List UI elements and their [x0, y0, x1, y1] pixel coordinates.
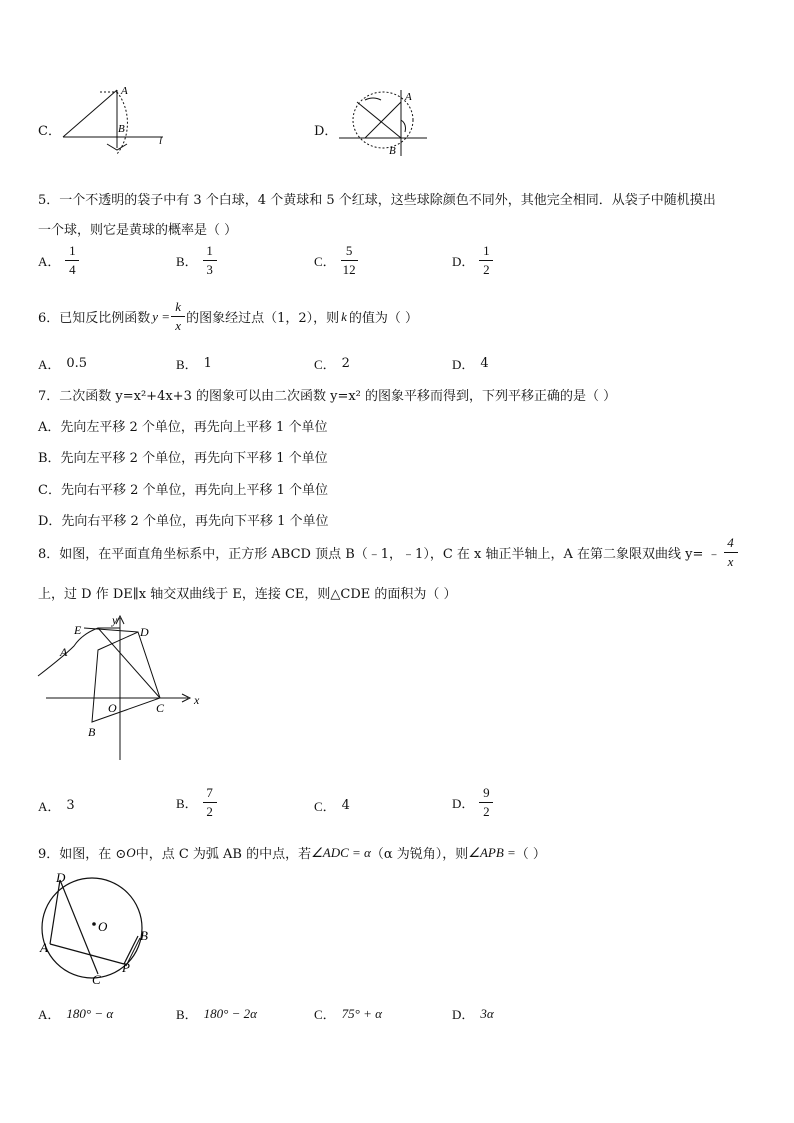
fraction: $\frac{4}{x}$	[725, 536, 737, 569]
q8-label-o: O	[108, 701, 117, 715]
q8-label-e: E	[74, 623, 82, 637]
q6-option-b[interactable]: B． 1	[176, 356, 212, 372]
q9-option-a[interactable]: A． 180° − α	[38, 1005, 114, 1022]
option-label: C．	[314, 254, 336, 269]
q7-stem: 7．二次函数 y=x²+4x+3 的图象可以由二次函数 y=x² 的图象平移而得到，下列平移正确的是（ ）	[38, 389, 617, 404]
q8-stem-line2: 上，过 D 作 DE∥x 轴交双曲线于 E，连接 CE，则△CDE 的面积为（ ）	[38, 587, 457, 602]
q5-option-d[interactable]	[452, 244, 492, 277]
q8-label-d: D	[140, 625, 149, 639]
q9-option-b[interactable]: B． 180° − 2α	[176, 1005, 257, 1022]
option-label: A．	[38, 254, 61, 269]
q4c-label-l: l	[159, 135, 163, 147]
q8-label-x: x	[194, 693, 200, 707]
q5-option-b[interactable]	[176, 244, 216, 277]
option-label: D．	[452, 254, 475, 269]
q9-label-c: C	[92, 972, 101, 987]
q6-stem: 6．已知反比例函数 y = $\frac{k}{x}$ 的图象经过点（1，2），则 k 的值为（ ）	[38, 299, 419, 333]
q9-label-b: B	[140, 928, 148, 943]
q9-label-o: O	[98, 919, 108, 934]
q4-option-c-label: C．	[38, 124, 61, 139]
q6-option-d[interactable]: D． 4	[452, 356, 489, 372]
q9-label-p: P	[122, 960, 130, 975]
q7-option-a[interactable]: A．先向左平移 2 个单位，再先向上平移 1 个单位	[38, 420, 328, 435]
fraction: $\frac{k}{x}$	[172, 300, 184, 333]
q7-option-d[interactable]: D．先向右平移 2 个单位，再先向下平移 1 个单位	[38, 514, 329, 529]
q4-figure-c	[55, 80, 185, 160]
q4-option-d-label: D．	[314, 124, 338, 139]
q5-stem-line2: 一个球，则它是黄球的概率是（ ）	[38, 223, 238, 238]
q4c-label-b: B	[118, 123, 125, 135]
q8-label-b: B	[88, 725, 96, 739]
q4d-label-a: A	[405, 91, 412, 103]
fraction: $\frac{1}{2}$	[480, 244, 492, 277]
q5-option-a[interactable]	[38, 244, 78, 277]
q7-option-c[interactable]: C．先向右平移 2 个单位，再先向上平移 1 个单位	[38, 483, 329, 498]
q5-stem-line1: 5．一个不透明的袋子中有 3 个白球，4 个黄球和 5 个红球，这些球除颜色不同外，其他完全相同．从袋子中随机摸出	[38, 193, 716, 208]
q7-option-b[interactable]: B．先向左平移 2 个单位，再先向下平移 1 个单位	[38, 451, 328, 466]
q8-figure	[36, 612, 216, 762]
q9-option-d[interactable]: D． 3α	[452, 1005, 494, 1022]
q4d-label-b: B	[389, 145, 396, 157]
q8-option-a[interactable]: A． 3	[38, 798, 75, 814]
q9-label-d: D	[56, 870, 66, 885]
q6-option-a[interactable]: A． 0.5	[38, 356, 88, 372]
fraction: $\frac{9}{2}$	[480, 786, 492, 819]
q8-stem-line1: 8．如图，在平面直角坐标系中，正方形 ABCD 顶点 B（﹣1，﹣1），C 在 x 轴正半轴上，A 在第二象限双曲线 y= ﹣ $\frac{4}{x}$	[38, 536, 737, 569]
q8-label-a: A	[60, 645, 68, 659]
q6-option-c[interactable]: C． 2	[314, 356, 350, 372]
fraction: $\frac{5}{12}$	[342, 243, 356, 277]
q4c-label-a: A	[121, 85, 128, 97]
q8-label-c: C	[156, 701, 165, 715]
q9-option-c[interactable]: C． 75° + α	[314, 1005, 382, 1022]
fraction: $\frac{1}{4}$	[66, 244, 78, 277]
q8-option-d[interactable]: D． $\frac{9}{2}$	[452, 786, 492, 819]
q9-figure	[38, 870, 168, 990]
fraction: $\frac{7}{2}$	[204, 786, 216, 819]
q5-option-c[interactable]	[314, 244, 357, 277]
fraction: $\frac{1}{3}$	[204, 244, 216, 277]
q4-figure-d	[335, 84, 445, 164]
q9-label-a: A	[40, 940, 48, 955]
option-label: B．	[176, 254, 198, 269]
q8-label-y: y	[112, 613, 118, 627]
q8-option-b[interactable]: B． $\frac{7}{2}$	[176, 786, 216, 819]
q9-stem: 9．如图，在 ⊙ O 中，点 C 为弧 AB 的中点，若 ∠ADC = α （α 为锐角），则 ∠APB = （ ）	[38, 844, 546, 862]
q8-option-c[interactable]: C． 4	[314, 798, 350, 814]
